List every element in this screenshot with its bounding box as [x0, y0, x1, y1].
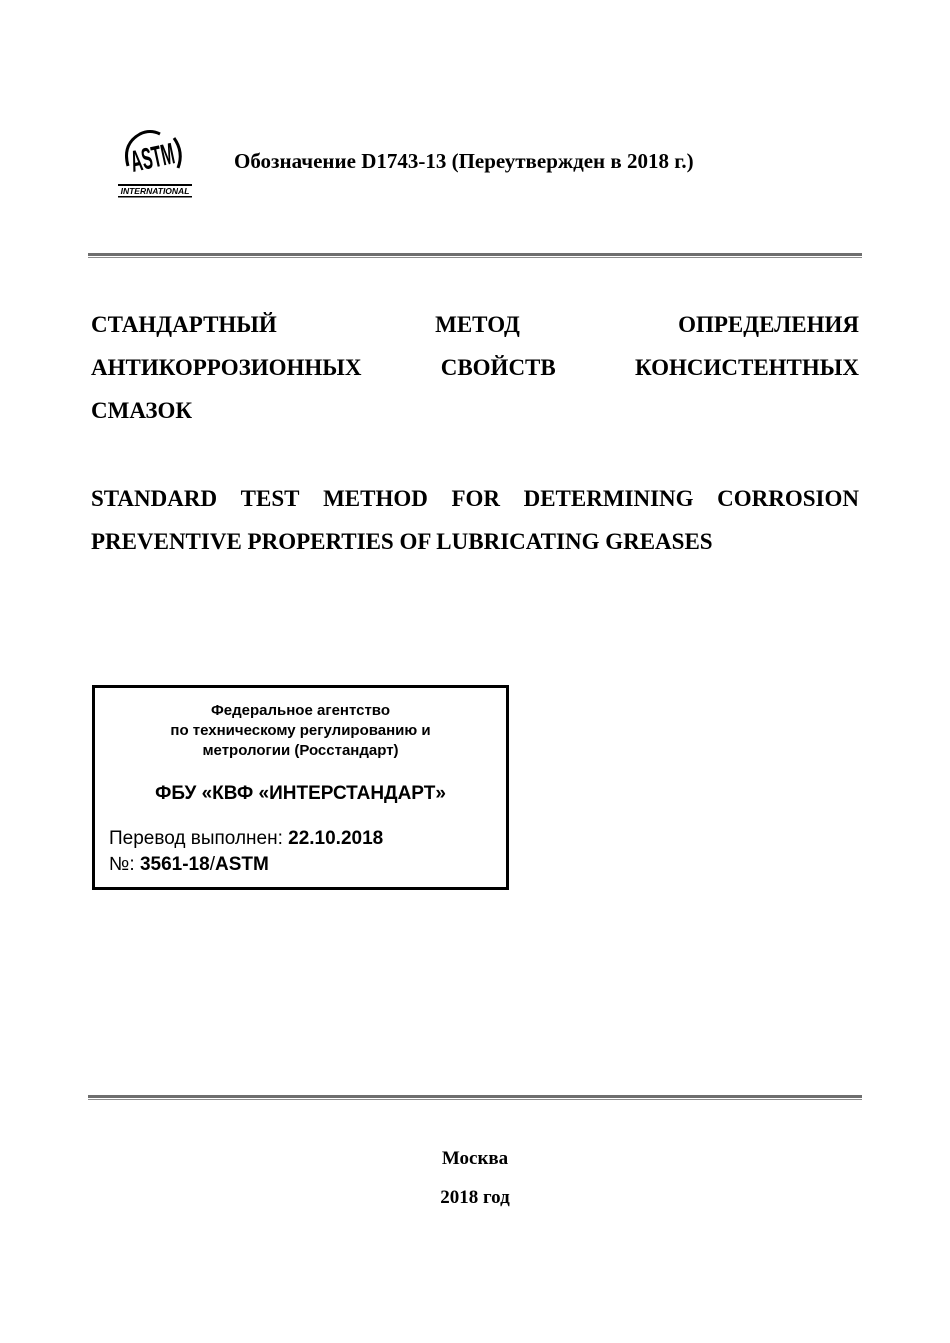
publication-year: 2018 год	[440, 1187, 510, 1208]
stamp-number-suffix: ASTM	[214, 854, 269, 875]
stamp-number-separator: /	[209, 854, 215, 875]
title-word: STANDARD	[91, 486, 218, 511]
stamp-agency-line: метрологии (Росстандарт)	[202, 742, 399, 759]
top-divider	[88, 253, 862, 259]
title-word: DETERMINING	[523, 486, 694, 511]
standard-designation: Обозначение D1743-13 (Переутвержден в 2018 г.)	[234, 149, 694, 173]
stamp-agency-line: Федеральное агентство	[210, 702, 390, 719]
stamp-agency	[95, 701, 506, 761]
title-english-line-2	[91, 520, 859, 563]
stamp-number-value: 3561-18	[139, 854, 210, 875]
stamp-translation-label: Перевод выполнен:	[109, 828, 289, 849]
title-russian	[91, 303, 859, 432]
title-word: TEST	[240, 486, 300, 511]
stamp-number-row	[109, 854, 269, 876]
stamp-organization: ФБУ «КВФ «ИНТЕРСТАНДАРТ»	[155, 783, 446, 804]
title-english	[91, 477, 859, 563]
title-word: АНТИКОРРОЗИОННЫХ	[91, 355, 362, 380]
title-word: ОПРЕДЕЛЕНИЯ	[678, 312, 859, 337]
title-word: СМАЗОК	[91, 398, 193, 423]
translation-stamp	[92, 685, 509, 890]
title-word: CORROSION	[717, 486, 859, 511]
publication-city: Москва	[441, 1148, 509, 1169]
title-word: FOR	[451, 486, 500, 511]
title-russian-line-2	[91, 346, 859, 389]
title-english-line-1	[91, 477, 859, 520]
title-word: METHOD	[323, 486, 428, 511]
title-word: PREVENTIVE PROPERTIES OF LUBRICATING GREASES	[91, 529, 713, 554]
title-word: МЕТОД	[435, 312, 520, 337]
title-word: КОНСИСТЕНТНЫХ	[634, 355, 859, 380]
astm-logo-wordmark: ASTM	[127, 128, 218, 179]
astm-logo	[114, 126, 218, 200]
stamp-translation-date: 22.10.2018	[288, 828, 384, 849]
stamp-translation-date-row	[109, 828, 383, 850]
title-word: СВОЙСТВ	[440, 355, 556, 380]
astm-logo-letters	[127, 128, 218, 179]
bottom-divider	[88, 1095, 862, 1101]
stamp-number-label: №:	[109, 854, 140, 875]
title-russian-line-3	[91, 389, 859, 432]
stamp-agency-line: по техническому регулированию и	[170, 722, 431, 739]
title-russian-line-1	[91, 303, 859, 346]
astm-logo-caption: INTERNATIONAL	[120, 186, 190, 196]
title-word: СТАНДАРТНЫЙ	[91, 312, 277, 337]
